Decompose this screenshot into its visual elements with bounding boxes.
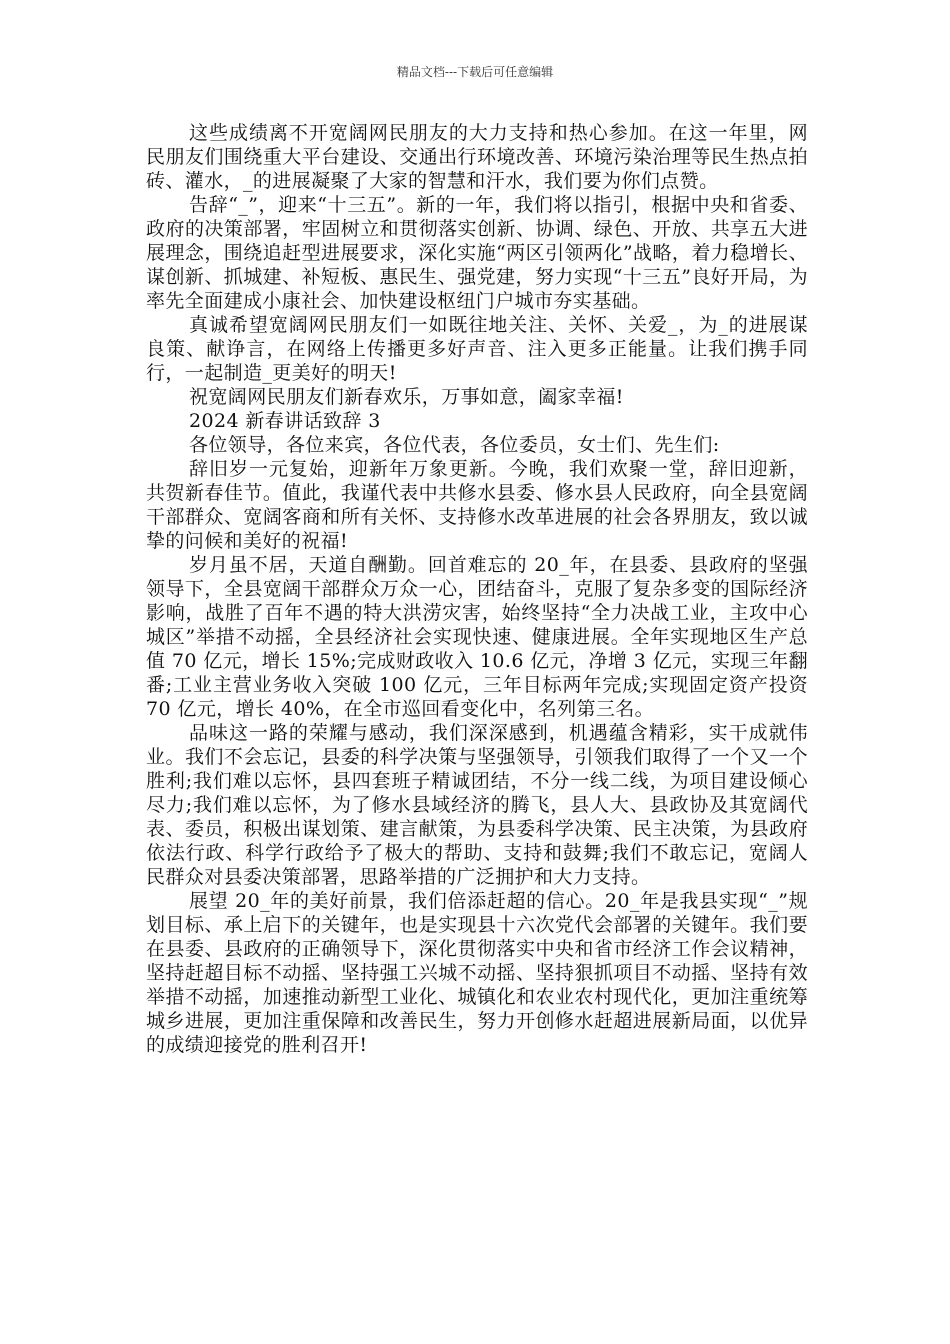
paragraph-1: 这些成绩离不开宽阔网民朋友的大力支持和热心参加。在这一年里，网民朋友们围绕重大平台建设、交通出行环境改善、环境污染治理等民生热点拍砖、灌水，_的进展凝聚了大家的智慧和汗水，我们要为你们点赞。 <box>146 122 808 192</box>
paragraph-8: 岁月虽不居，天道自酬勤。回首难忘的 20_年，在县委、县政府的坚强领导下，全县宽阔干部群众万众一心，团结奋斗，克服了复杂多变的国际经济影响，战胜了百年不遇的特大洪涝灾害，始终坚持“全力决战工业，主攻中心城区”举措不动摇，全县经济社会实现快速、健康进展。全年实现地区生产总值 70 亿元，增长 15%;完成财政收入 10.6 亿元，净增 3 亿元，实现三年翻番;工业主营业务收入突破 100 亿元，三年目标两年完成;实现固定资产投资 70 亿元，增长 40%，在全市巡回看变化中，名列第三名。 <box>146 554 808 720</box>
page-header: 精品文档---下载后可任意编辑 <box>396 65 554 79</box>
salutation: 各位领导，各位来宾，各位代表，各位委员，女士们、先生们: <box>189 434 720 456</box>
document-body <box>146 121 808 1057</box>
paragraph-3: 真诚希望宽阔网民朋友们一如既往地关注、关怀、关爱_，为_的进展谋良策、献诤言，在网络上传播更多好声音、注入更多正能量。让我们携手同行，一起制造_更美好的明天! <box>146 314 808 384</box>
paragraph-4: 祝宽阔网民朋友们新春欢乐，万事如意，阖家幸福! <box>189 386 624 408</box>
paragraph-10: 展望 20_年的美好前景，我们倍添赶超的信心。20_年是我县实现“_”规划目标、承上启下的关键年，也是实现县十六次党代会部署的关键年。我们要在县委、县政府的正确领导下，深化贯彻落实中央和省市经济工作会议精神，坚持赶超目标不动摇、坚持强工兴城不动摇、坚持狠抓项目不动摇、坚持有效举措不动摇，加速推动新型工业化、城镇化和农业农村现代化，更加注重统筹城乡进展，更加注重保障和改善民生，努力开创修水赶超进展新局面，以优异的成绩迎接党的胜利召开! <box>146 890 808 1056</box>
paragraph-2: 告辞“_”，迎来“十三五”。新的一年，我们将以指引，根据中央和省委、政府的决策部署，牢固树立和贯彻落实创新、协调、绿色、开放、共享五大进展理念，围绕追赶型进展要求，深化实施“两区引领两化”战略，着力稳增长、谋创新、抓城建、补短板、惠民生、强党建，努力实现“十三五”良好开局，为率先全面建成小康社会、加快建设枢纽门户城市夯实基础。 <box>146 194 808 312</box>
paragraph-9: 品味这一路的荣耀与感动，我们深深感到，机遇蕴含精彩，实干成就伟业。我们不会忘记，县委的科学决策与坚强领导，引领我们取得了一个又一个胜利;我们难以忘怀，县四套班子精诚团结，不分一线二线，为项目建设倾心尽力;我们难以忘怀，为了修水县域经济的腾飞，县人大、县政协及其宽阔代表、委员，积极出谋划策、建言献策，为县委科学决策、民主决策，为县政府依法行政、科学行政给予了极大的帮助、支持和鼓舞;我们不敢忘记，宽阔人民群众对县委决策部署，思路举措的广泛拥护和大力支持。 <box>146 722 808 888</box>
paragraph-7: 辞旧岁一元复始，迎新年万象更新。今晚，我们欢聚一堂，辞旧迎新，共贺新春佳节。值此，我谨代表中共修水县委、修水县人民政府，向全县宽阔干部群众、宽阔客商和所有关怀、支持修水改革进展的社会各界朋友，致以诚挚的问候和美好的祝福! <box>146 458 808 552</box>
section-heading: 2024 新春讲话致辞 3 <box>189 410 381 432</box>
